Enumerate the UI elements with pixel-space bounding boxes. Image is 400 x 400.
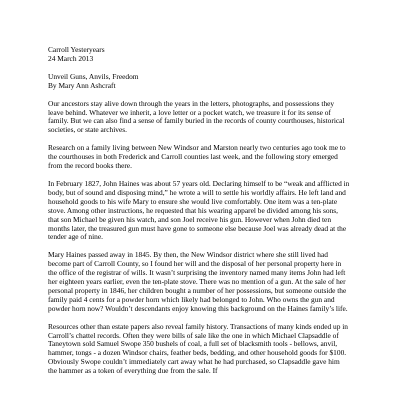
paragraph: Resources other than estate papers also reveal family history. Transactions of many kinds ended up in Carroll’s chattel records. Often they were bills of sale like the one in which Michael Clapsaddle of Taneytown sold Samuel Swope 350 bushels of coal, a full set of blacksmith tools - bellows, anvil, hammer, tongs - a dozen Windsor chairs, feather beds, bedding, and other household goods for $100. Obviously Swope couldn’t immediately cart away what he had purchased, so Clapsaddle gave him the hammer as a token of everything due from the sale. If — [48, 321, 349, 376]
article-byline: By Mary Ann Ashcraft — [48, 80, 116, 90]
paragraph: Our ancestors stay alive down through the years in the letters, photographs, and possessions they leave behind. Whatever we inherit, a love letter or a pocket watch, we treasure it for its sense of family. But we can also find a sense of family buried in the records of county courthouses, historical societies, or state archives. — [48, 98, 345, 135]
paragraph: Mary Haines passed away in 1845. By then, the New Windsor district where she still lived had become part of Carroll County, so I found her will and the disposal of her personal property here in the office of the registrar of wills. It wasn’t surprising the inventory named many items John had left her eighteen years earlier, even the ten-plate stove. There was no mention of a gun. At the sale of her personal property in 1846, her children bought a number of her possessions, but someone outside the family paid 4 cents for a powder horn which likely had belonged to John. Who owns the gun and powder horn now? Wouldn’t descendants enjoy knowing this background on the Haines family’s life. — [48, 250, 348, 313]
paragraph: Research on a family living between New Windsor and Marston nearly two centuries ago took me to the courthouses in both Frederick and Carroll counties last week, and the following story emerged from the record books there. — [48, 143, 346, 171]
paragraph: In February 1827, John Haines was about 57 years old. Declaring himself to be “weak and afflicted in body, but of sound and disposing mind,” he wrote a will to settle his worldly affairs. He left land and household goods to his wife Mary to ensure she would live comfortably. One item was a ten-plate stove. Among other instructions, he requested that his wearing apparel be divided among his sons, that son Michael be given his watch, and son Joel receive his gun. However when John died ten months later, the treasured gun must have gone to someone else because Joel was already dead at the tender age of nine. — [48, 178, 350, 242]
article-title: Unveil Guns, Anvils, Freedom — [48, 71, 139, 81]
article-body — [48, 46, 350, 376]
column-name: Carroll Yesteryears — [48, 45, 105, 54]
publication-date: 24 March 2013 — [48, 53, 94, 63]
